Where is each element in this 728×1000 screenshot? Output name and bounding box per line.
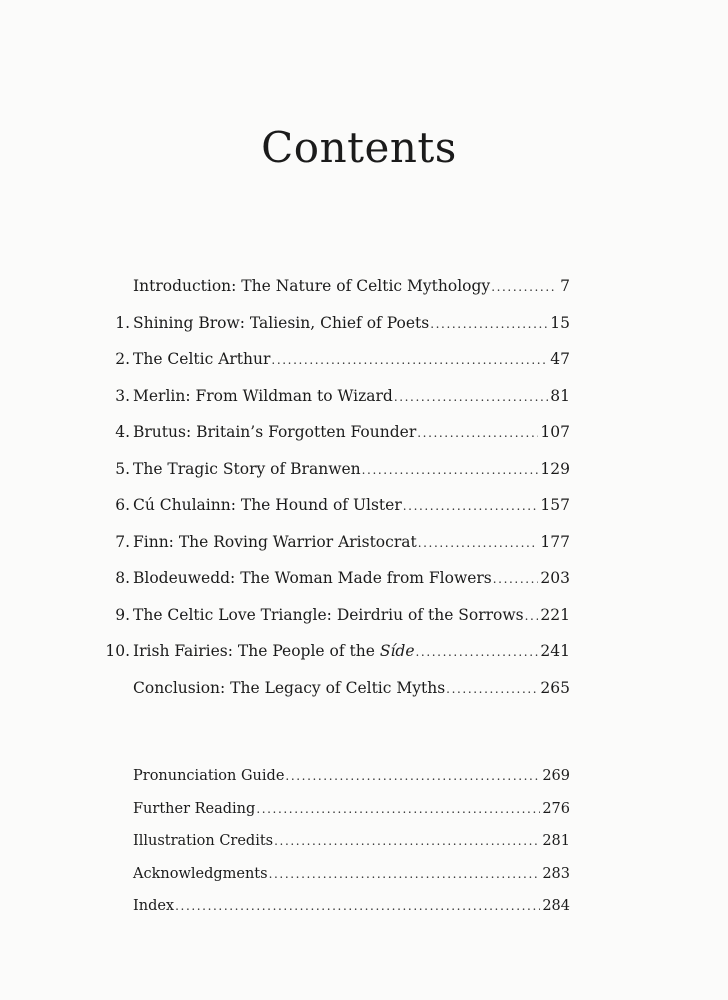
chapter-number: 5. (115, 459, 130, 478)
chapter-title: The Tragic Story of Branwen (133, 459, 361, 478)
dot-leader (493, 561, 539, 598)
dot-leader (274, 825, 540, 858)
toc-entry[interactable] (100, 760, 570, 793)
toc-entry[interactable] (100, 414, 570, 451)
chapter-title: The Celtic Love Triangle: Deirdriu of the Sorrows (133, 605, 524, 624)
chapter-number: 1. (115, 313, 130, 332)
page-number: 203 (540, 569, 570, 587)
chapter-title: The Celtic Arthur (133, 350, 271, 368)
toc-entry[interactable] (100, 793, 570, 826)
chapter-number: 2. (115, 350, 130, 368)
toc-back-matter-list (100, 760, 570, 923)
page-number: 283 (542, 865, 570, 882)
chapter-title: Blodeuwedd: The Woman Made from Flowers (133, 569, 492, 587)
toc-entry[interactable] (100, 560, 570, 597)
toc-entry[interactable] (100, 341, 570, 378)
page-number: 47 (550, 350, 570, 368)
page-number: 241 (540, 642, 570, 660)
page-number: 7 (560, 277, 570, 295)
chapter-title: Shining Brow: Taliesin, Chief of Poets (133, 313, 430, 332)
page-number: 276 (542, 800, 570, 817)
toc-entry[interactable] (100, 451, 570, 488)
chapter-number: 9. (115, 605, 130, 624)
dot-leader (362, 452, 539, 489)
dot-leader (256, 793, 540, 826)
dot-leader (446, 671, 538, 708)
page-number: 281 (542, 833, 570, 849)
page-number: 157 (540, 496, 570, 514)
chapter-number: 6. (115, 496, 130, 514)
toc-main-list (100, 268, 570, 706)
chapter-title: Irish Fairies: The People of the Síde (133, 642, 415, 660)
page-title: Contents (261, 123, 457, 172)
page-number: 265 (540, 678, 570, 697)
dot-leader (417, 415, 538, 452)
chapter-number: 4. (115, 423, 130, 441)
page-number: 129 (540, 459, 570, 478)
toc-entry[interactable] (100, 524, 570, 561)
section-title: Index (133, 898, 175, 914)
toc-entry[interactable] (100, 670, 570, 707)
toc-entry[interactable] (100, 890, 570, 923)
page-number: 269 (542, 768, 570, 784)
dot-leader (403, 488, 539, 525)
dot-leader (418, 525, 539, 562)
section-title: Further Reading (133, 800, 256, 817)
section-title: Acknowledgments (133, 865, 268, 882)
dot-leader (430, 306, 548, 343)
chapter-title: Merlin: From Wildman to Wizard (133, 386, 393, 405)
dot-leader (175, 890, 540, 923)
dot-leader (491, 269, 554, 306)
page-number: 107 (540, 423, 570, 441)
chapter-title: Conclusion: The Legacy of Celtic Myths (133, 678, 446, 697)
chapter-number: 10. (105, 642, 130, 660)
section-title: Illustration Credits (133, 833, 274, 849)
chapter-title: Finn: The Roving Warrior Aristocrat (133, 532, 417, 551)
toc-entry[interactable] (100, 305, 570, 342)
toc-entry[interactable] (100, 858, 570, 891)
section-title: Pronunciation Guide (133, 768, 285, 784)
page-number: 177 (540, 532, 570, 551)
toc-entry[interactable] (100, 825, 570, 858)
dot-leader (525, 598, 539, 635)
dot-leader (285, 760, 540, 793)
toc-entry[interactable] (100, 633, 570, 670)
dot-leader (269, 858, 541, 891)
page-number: 15 (550, 313, 570, 332)
toc-entry[interactable] (100, 268, 570, 305)
dot-leader (271, 342, 548, 379)
page-number: 81 (550, 386, 570, 405)
chapter-title: Introduction: The Nature of Celtic Mythology (133, 277, 491, 295)
chapter-title: Brutus: Britain’s Forgotten Founder (133, 423, 417, 441)
dot-leader (394, 379, 548, 416)
dot-leader (416, 634, 539, 671)
toc-entry[interactable] (100, 597, 570, 634)
chapter-number: 7. (115, 532, 130, 551)
chapter-number: 8. (115, 569, 130, 587)
chapter-number: 3. (115, 386, 130, 405)
page-number: 284 (542, 898, 570, 914)
page-number: 221 (540, 605, 570, 624)
toc-entry[interactable] (100, 378, 570, 415)
toc-entry[interactable] (100, 487, 570, 524)
chapter-title: Cú Chulainn: The Hound of Ulster (133, 496, 402, 514)
